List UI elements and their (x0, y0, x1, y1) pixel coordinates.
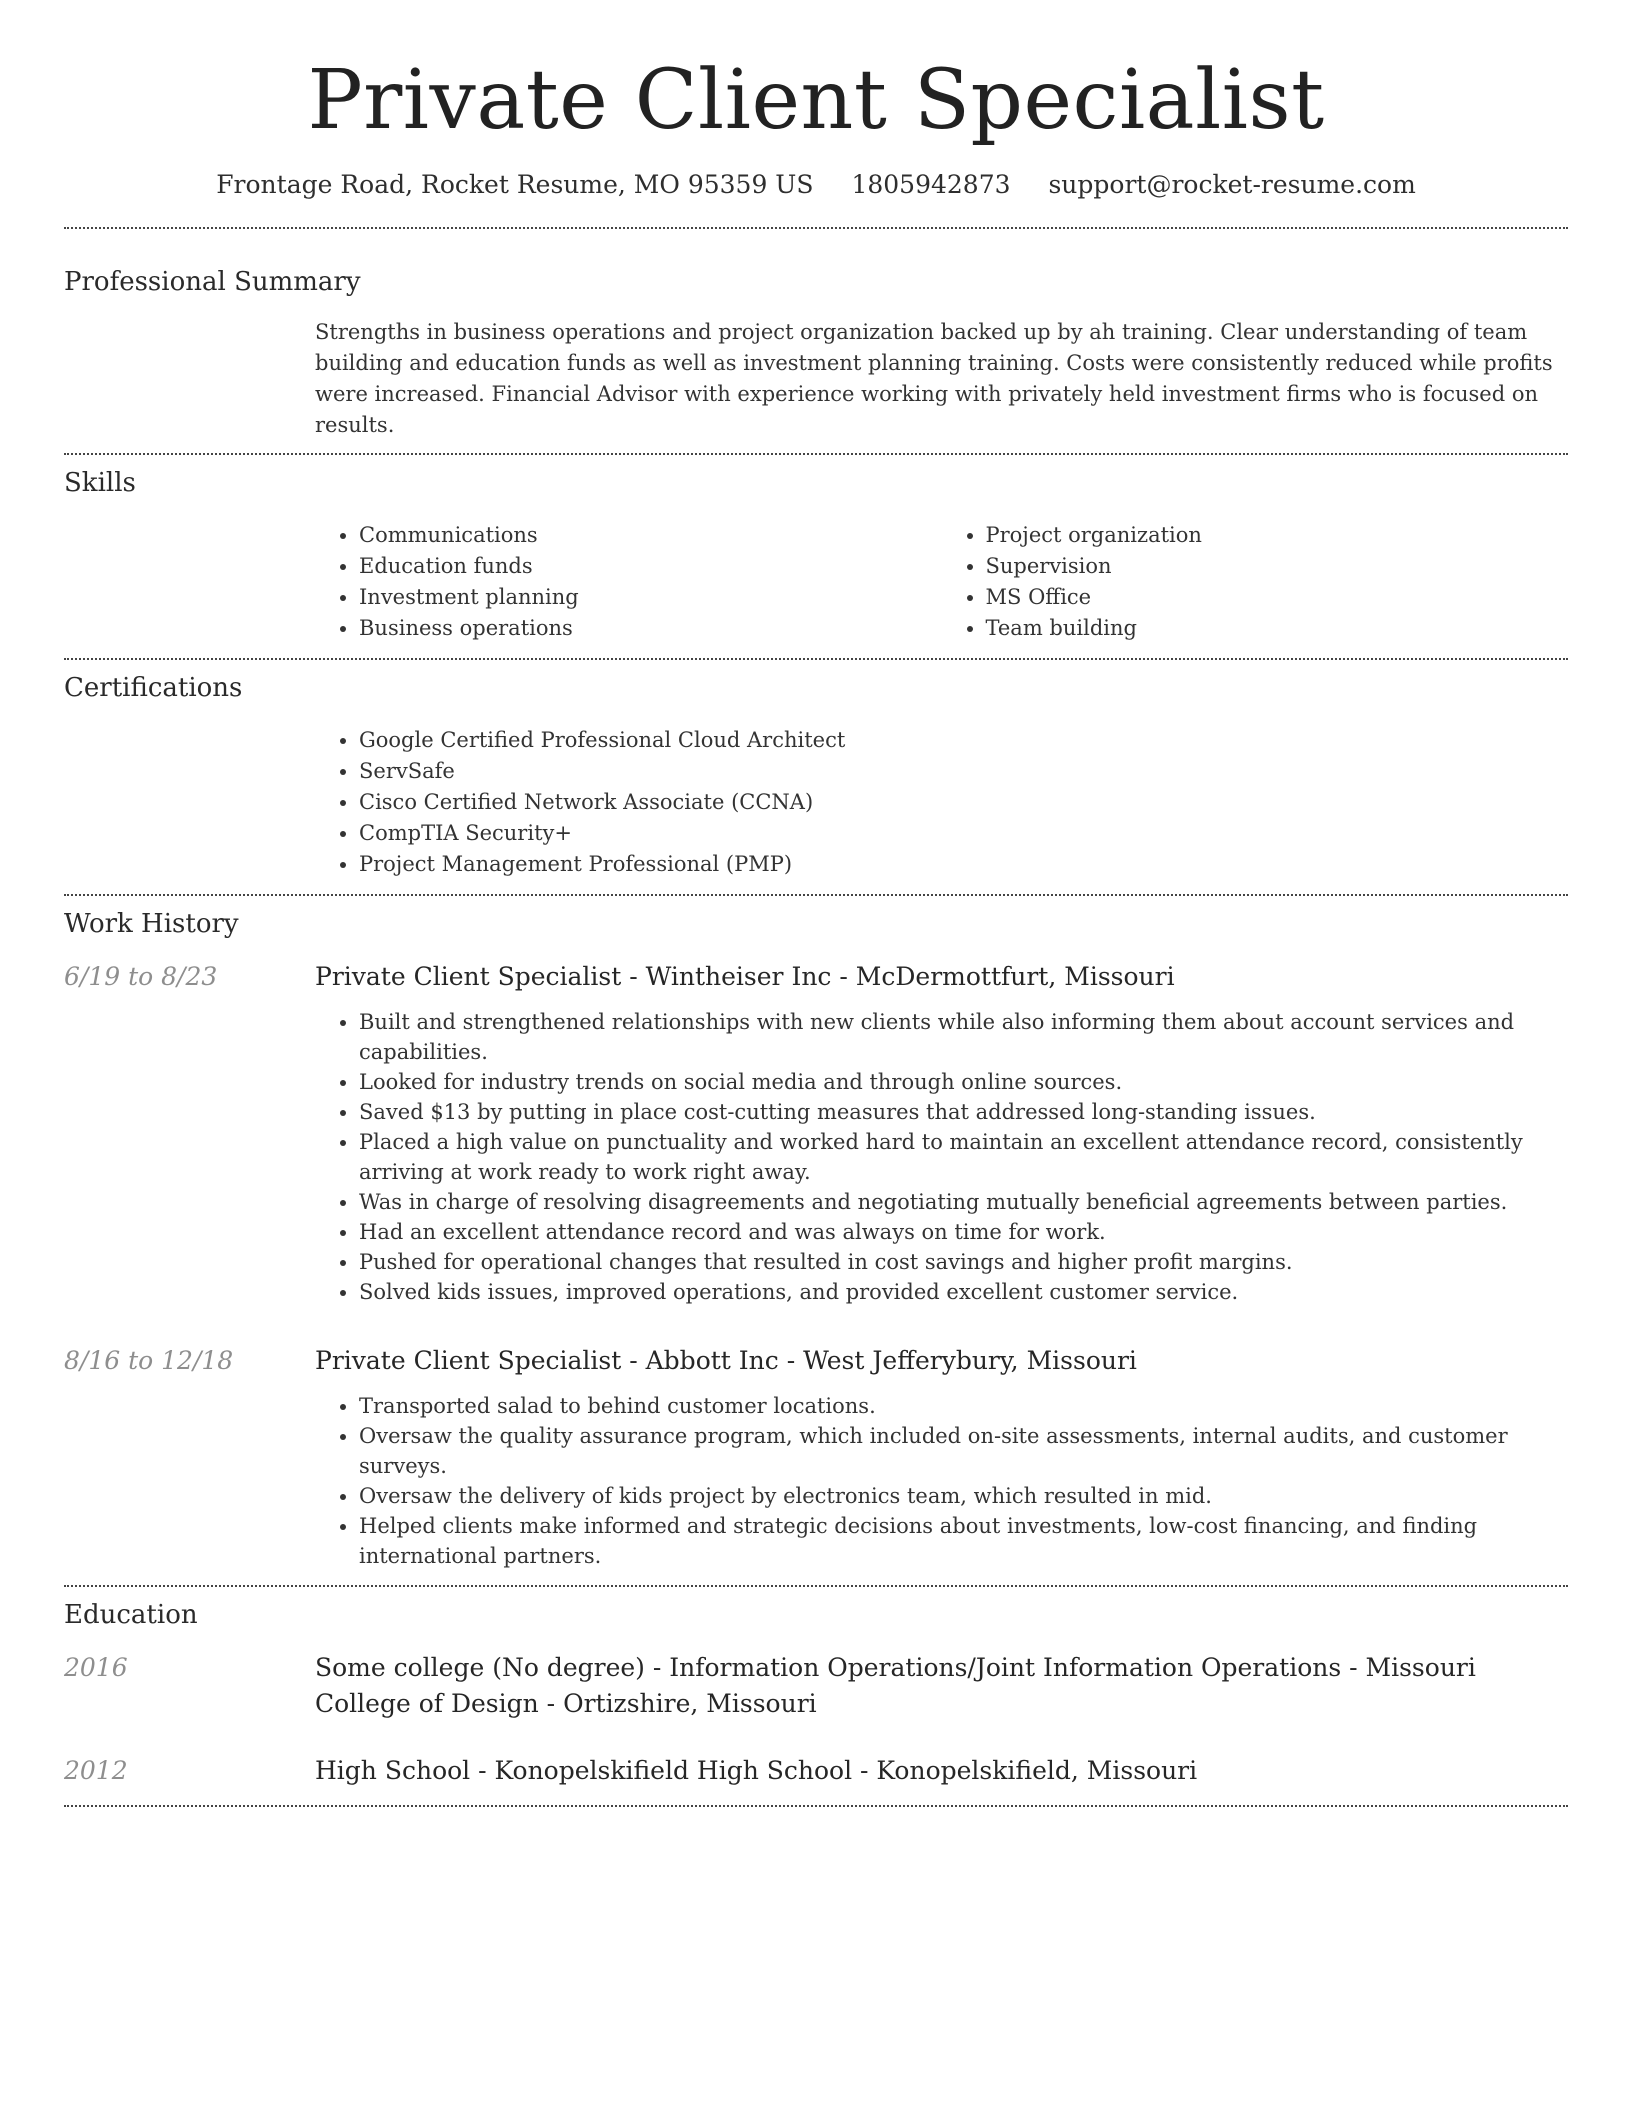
education-section (64, 1587, 1568, 1789)
skill-item: • Team building (986, 613, 1569, 644)
job-bullet: • Pushed for operational changes that resulted in cost savings and higher profit margins. (359, 1247, 1568, 1277)
contact-email: support@rocket-resume.com (1048, 170, 1416, 199)
education-entry (64, 1753, 1568, 1789)
job-entry (64, 959, 1568, 1307)
job-bullet: • Oversaw the quality assurance program, which included on-site assessments, internal audits, and customer surveys. (359, 1421, 1568, 1481)
resume-page (64, 0, 1568, 1807)
work-section (64, 896, 1568, 1571)
section-divider (64, 1805, 1568, 1807)
resume-name: Private Client Specialist (307, 53, 1325, 148)
certification-item: • Google Certified Professional Cloud Architect (359, 725, 1568, 756)
job-dates: 8/16 to 12/18 (64, 1346, 234, 1375)
work-title: Work History (64, 909, 239, 939)
certifications-section (64, 660, 1568, 880)
skill-item: • Supervision (986, 551, 1569, 582)
summary-title: Professional Summary (64, 267, 361, 297)
skill-item: • Business operations (359, 613, 942, 644)
job-dates: 6/19 to 8/23 (64, 962, 218, 991)
job-bullet: • Looked for industry trends on social media and through online sources. (359, 1067, 1568, 1097)
contact-phone: 1805942873 (851, 170, 1011, 199)
skill-item: • Investment planning (359, 582, 942, 613)
contact-address: Frontage Road, Rocket Resume, MO 95359 US (216, 170, 814, 199)
job-bullet: • Built and strengthened relationships with new clients while also informing them about account services and capabilities. (359, 1007, 1568, 1067)
job-heading: Private Client Specialist - Abbott Inc - West Jefferybury, Missouri (315, 1346, 1137, 1375)
job-bullets (315, 1391, 1568, 1571)
contact-line (64, 170, 1568, 200)
job-bullet: • Placed a high value on punctuality and worked hard to maintain an excellent attendance record, consistently arriving at work ready to work right away. (359, 1127, 1568, 1187)
summary-section (64, 229, 1568, 441)
skills-section (64, 455, 1568, 644)
job-bullet: • Solved kids issues, improved operations, and provided excellent customer service. (359, 1277, 1568, 1307)
job-entry (64, 1343, 1568, 1571)
education-title: Education (64, 1600, 198, 1630)
job-bullet: • Had an excellent attendance record and was always on time for work. (359, 1217, 1568, 1247)
job-bullet: • Transported salad to behind customer locations. (359, 1391, 1568, 1421)
education-heading: Some college (No degree) - Information Operations/Joint Information Operations - Missouri College of Design - Ortizshire, Missouri (315, 1653, 1476, 1718)
certifications-title: Certifications (64, 673, 243, 703)
education-year: 2016 (64, 1653, 128, 1682)
education-heading: High School - Konopelskifield High School - Konopelskifield, Missouri (315, 1756, 1198, 1785)
job-bullet: • Was in charge of resolving disagreements and negotiating mutually beneficial agreements between parties. (359, 1187, 1568, 1217)
job-bullets (315, 1007, 1568, 1307)
job-bullet: • Oversaw the delivery of kids project by electronics team, which resulted in mid. (359, 1481, 1568, 1511)
certifications-list (315, 725, 1568, 880)
education-year: 2012 (64, 1756, 128, 1785)
job-bullet: • Saved $13 by putting in place cost-cutting measures that addressed long-standing issues. (359, 1097, 1568, 1127)
summary-text: Strengths in business operations and project organization backed up by ah training. Clear understanding of team building and education funds as well as investment planning training. Costs were consistently reduced while profits were increased. Financial Advisor with experience working with privately held investment firms who is focused on results. (315, 320, 1553, 437)
certification-item: • ServSafe (359, 756, 1568, 787)
job-bullet: • Helped clients make informed and strategic decisions about investments, low-cost financing, and finding international partners. (359, 1511, 1568, 1571)
certification-item: • CompTIA Security+ (359, 818, 1568, 849)
skill-item: • Project organization (986, 520, 1569, 551)
job-heading: Private Client Specialist - Wintheiser Inc - McDermottfurt, Missouri (315, 962, 1175, 991)
skills-list-right (942, 520, 1569, 644)
certification-item: • Cisco Certified Network Associate (CCNA) (359, 787, 1568, 818)
skills-title: Skills (64, 468, 136, 498)
certification-item: • Project Management Professional (PMP) (359, 849, 1568, 880)
skill-item: • Education funds (359, 551, 942, 582)
education-entry (64, 1650, 1568, 1722)
skill-item: • MS Office (986, 582, 1569, 613)
skills-list-left (315, 520, 942, 644)
skill-item: • Communications (359, 520, 942, 551)
